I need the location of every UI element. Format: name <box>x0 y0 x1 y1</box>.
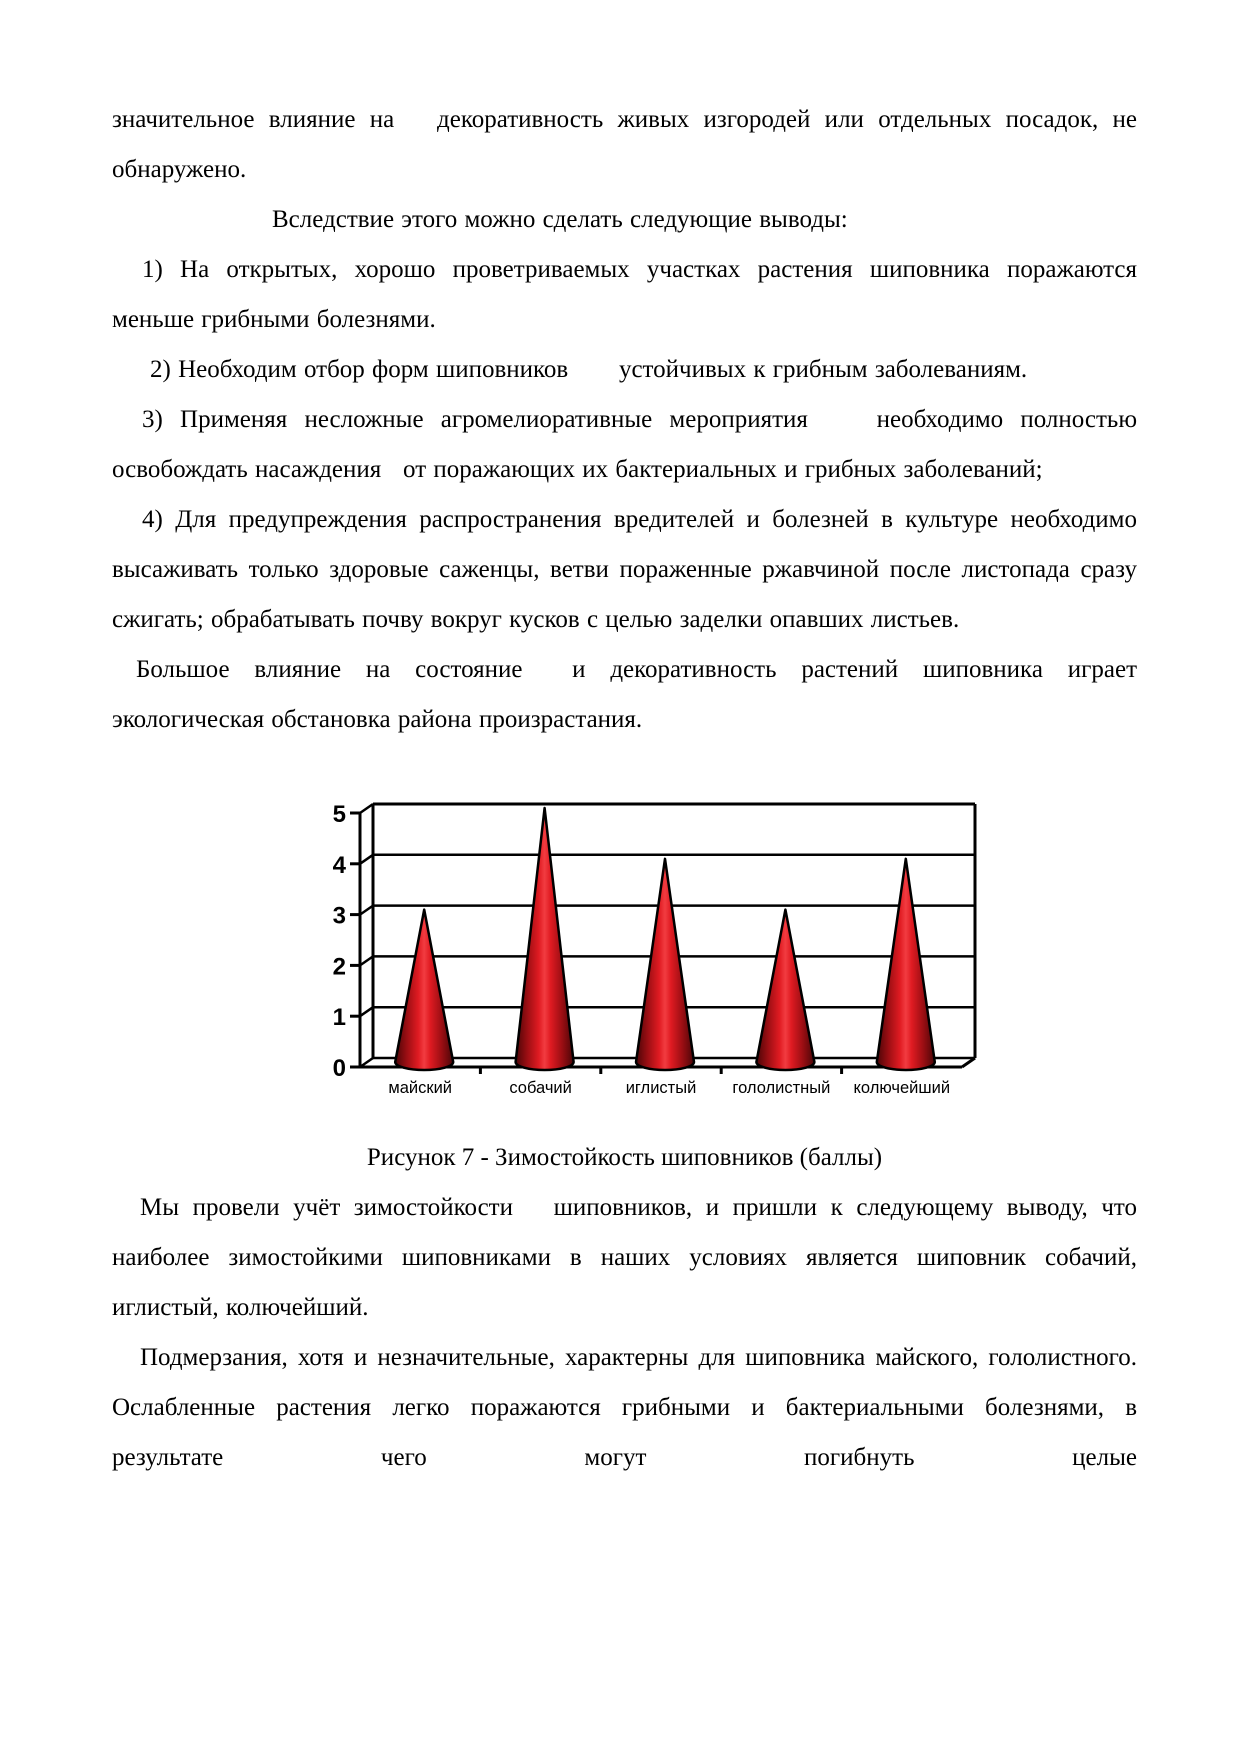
y-tick-label: 2 <box>332 953 346 981</box>
paragraph: Большое влияние на состояние и декоративность растений шиповника играет экологическая обстановка района произрастания. <box>112 656 1137 733</box>
paragraph: значительное влияние на декоративность живых изгородей или отдельных посадок, не обнаружено. <box>112 106 1137 183</box>
winter-hardiness-cone-chart <box>310 785 990 1105</box>
figure-chart <box>310 785 990 1105</box>
figure-caption: Рисунок 7 - Зимостойкость шиповников (баллы) <box>366 1144 883 1171</box>
chart-cones <box>395 808 935 1070</box>
paragraph: 1) На открытых, хорошо проветриваемых участках растения шиповника поражаются меньше грибными болезнями. <box>112 256 1137 333</box>
paragraph: Мы провели учёт зимостойкости шиповников, и пришли к следующему выводу, что наиболее зимостойкими шиповниками в наших условиях является шиповник собачий, иглистый, колючейший. <box>112 1194 1137 1321</box>
paragraph: 4) Для предупреждения распространения вредителей и болезней в культуре необходимо высаживать только здоровые саженцы, ветви пораженные ржавчиной после листопада сразу сжигать; обрабатывать почву вокруг кусков с целью заделки опавших листьев. <box>112 506 1137 633</box>
category-label: иглистый <box>625 1079 697 1097</box>
paragraph: 2) Необходим отбор форм шиповников устойчивых к грибным заболеваниям. <box>150 356 1028 383</box>
text-block-bottom <box>112 1183 1137 1483</box>
paragraph: 3) Применяя несложные агромелиоративные мероприятия необходимо полностью освобождать насаждения от поражающих их бактериальных и грибных заболеваний; <box>112 406 1137 483</box>
paragraph: Вследствие этого можно сделать следующие выводы: <box>272 206 848 233</box>
category-label: собачий <box>509 1079 572 1097</box>
text-block-top <box>112 95 1137 745</box>
y-tick-label: 3 <box>332 902 346 930</box>
y-tick-label: 0 <box>332 1055 346 1082</box>
cone-bar <box>636 859 694 1070</box>
category-label: майский <box>388 1079 453 1097</box>
document-content <box>112 95 1137 1483</box>
paragraph: Подмерзания, хотя и незначительные, характерны для шиповника майского, гололистного. Ослабленные растения легко поражаются грибными и бактериальными болезнями, в результате чего могут погибнуть целые <box>112 1344 1137 1471</box>
y-tick-label: 1 <box>332 1004 346 1032</box>
y-tick-label: 5 <box>332 801 346 828</box>
y-tick-label: 4 <box>332 851 346 879</box>
category-label: гололистный <box>732 1079 831 1097</box>
cone-bar <box>516 808 574 1070</box>
cone-bar <box>756 910 814 1070</box>
cone-bar <box>877 859 935 1070</box>
cone-bar <box>395 910 453 1070</box>
category-label: колючейший <box>853 1079 951 1097</box>
